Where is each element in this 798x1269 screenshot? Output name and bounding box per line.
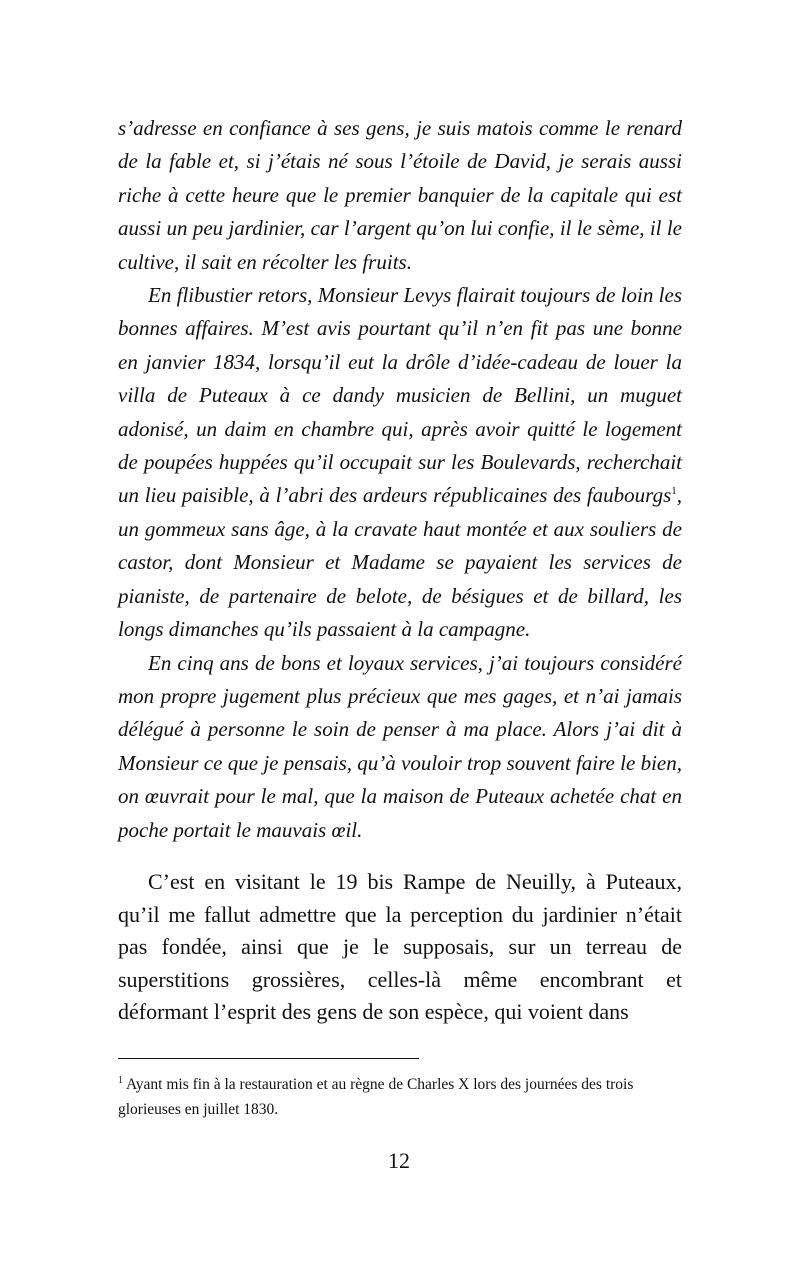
italic-paragraph-2	[118, 279, 682, 646]
italic-text-block	[118, 112, 682, 847]
footnote-mark: 1	[118, 1074, 123, 1086]
body-text-block	[118, 866, 682, 1029]
footnote-reference: 1	[671, 485, 677, 498]
footnote	[118, 1072, 682, 1122]
italic-paragraph-3: En cinq ans de bons et loyaux services, j’ai toujours considéré mon propre jugement plus précieux que mes gages, et n’ai jamais délégué à personne le soin de penser à ma place. Alors j’ai dit à Monsieur ce que je pensais, qu’à vouloir trop souvent faire le bien, on œuvrait pour le mal, que la maison de Puteaux achetée chat en poche portait le mauvais œil.	[118, 650, 682, 842]
page-number: 12	[388, 1148, 410, 1173]
italic-paragraph-2-after-note: , un gommeux sans âge, à la cravate haut montée et aux souliers de castor, dont Monsieur et Madame se payaient les services de pianiste, de partenaire de belote, de bésigues et de billard, les longs dimanches qu’ils passaient à la campagne.	[118, 483, 682, 642]
italic-passage	[118, 112, 682, 847]
footnote-divider	[118, 1058, 419, 1059]
italic-paragraph-1: s’adresse en confiance à ses gens, je suis matois comme le renard de la fable et, si j’étais né sous l’étoile de David, je serais aussi riche à cette heure que le premier banquier de la capitale qui est aussi un peu jardinier, car l’argent qu’on lui confie, il le sème, il le cultive, il sait en récolter les fruits.	[118, 116, 682, 274]
footnote-text: Ayant mis fin à la restauration et au règne de Charles X lors des journées des trois glorieuses en juillet 1830.	[118, 1076, 634, 1118]
body-paragraph: C’est en visitant le 19 bis Rampe de Neuilly, à Puteaux, qu’il me fallut admettre que la perception du jardinier n’était pas fondée, ainsi que je le supposais, sur un terreau de superstitions grossières, celles-là même encombrant et déformant l’esprit des gens de son espèce, qui voient dans	[118, 869, 682, 1024]
italic-paragraph-2-before-note: En flibustier retors, Monsieur Levys flairait toujours de loin les bonnes affaires. M’est avis pourtant qu’il n’en fit pas une bonne en janvier 1834, lorsqu’il eut la drôle d’idée-cadeau de louer la villa de Puteaux à ce dandy musicien de Bellini, un muguet adonisé, un daim en chambre qui, après avoir quitté le logement de poupées huppées qu’il occupait sur les Boulevards, recherchait un lieu paisible, à l’abri des ardeurs républicaines des faubourgs	[118, 283, 682, 508]
